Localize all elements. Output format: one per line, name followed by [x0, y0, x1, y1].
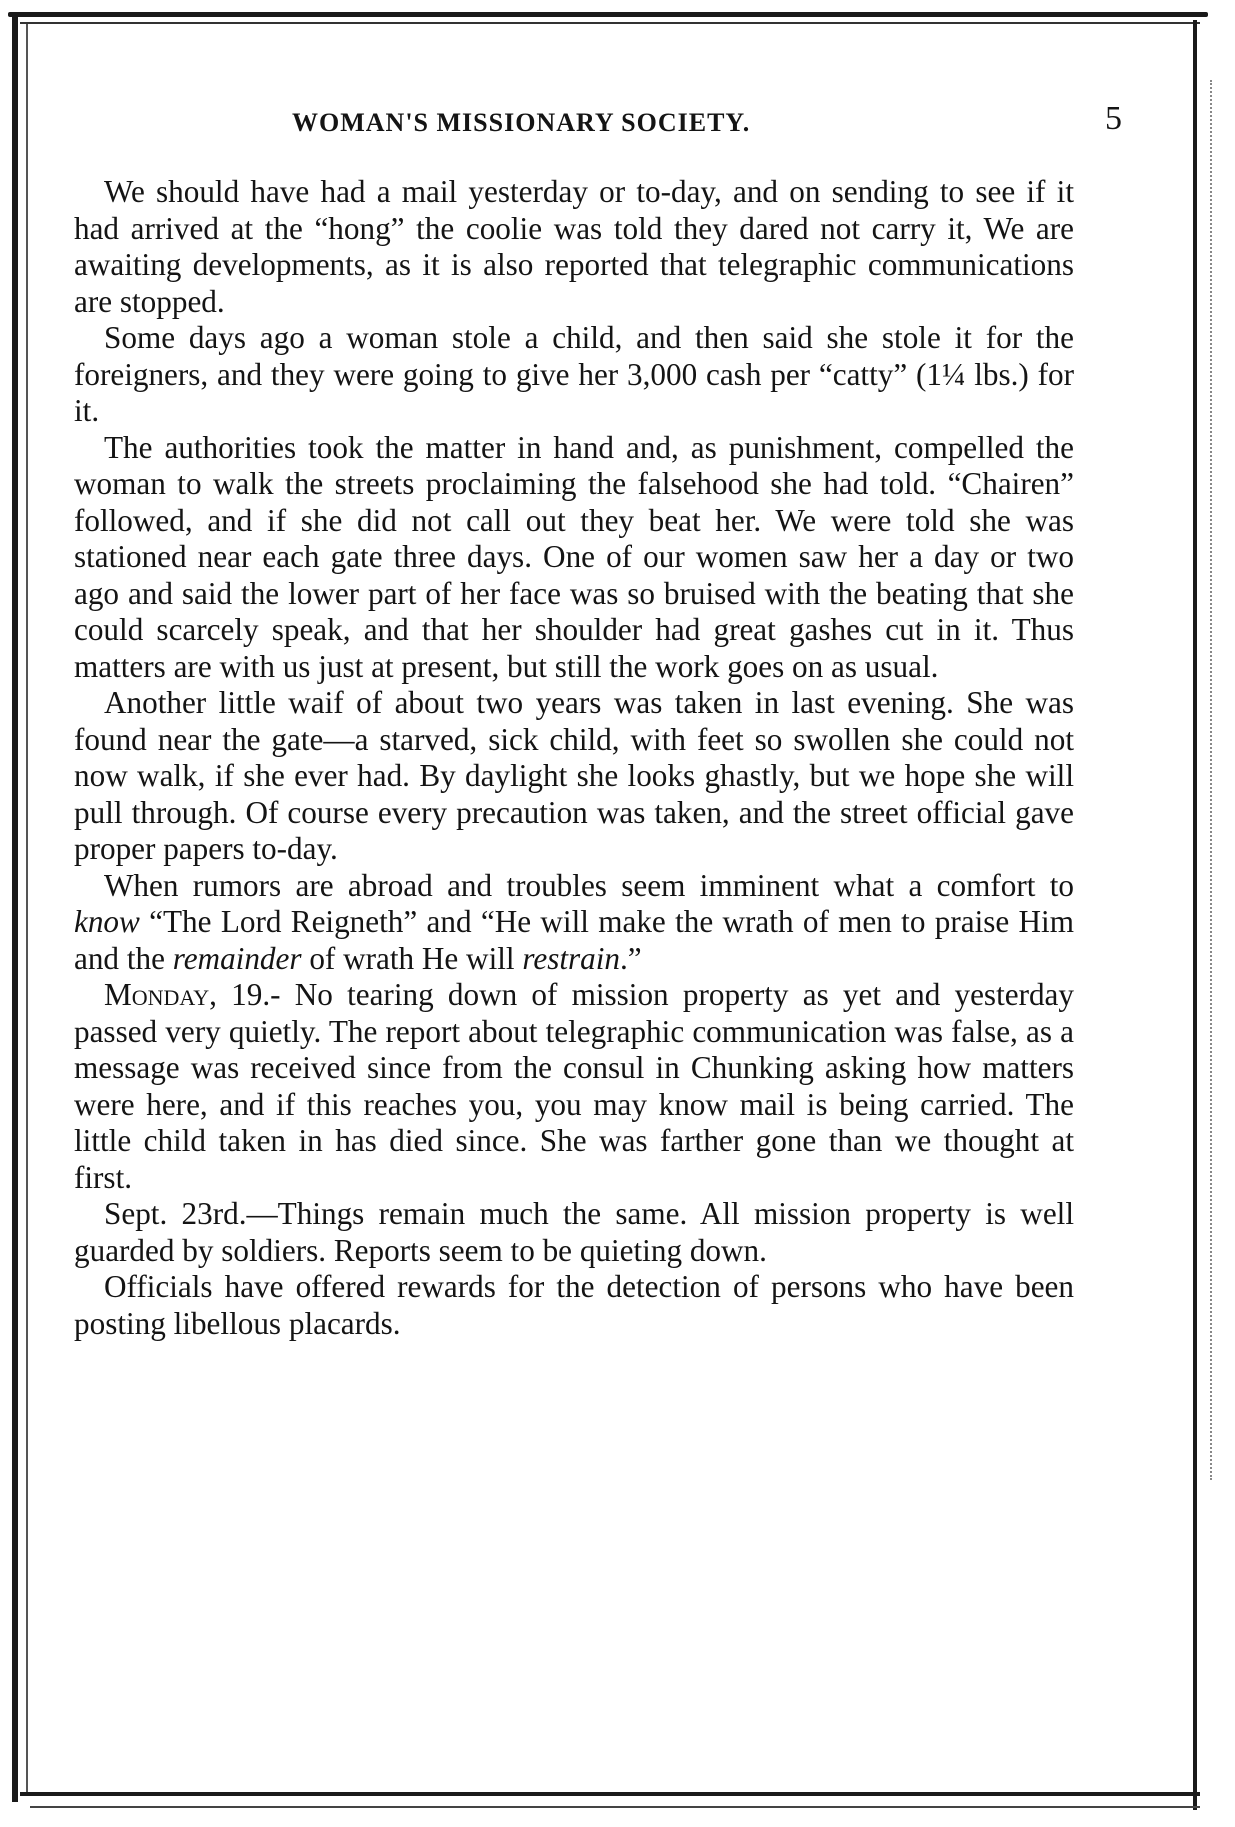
p5-text-a: When rumors are abroad and troubles seem imminent what a comfort to — [104, 867, 1074, 903]
frame-top-inner-rule — [20, 22, 1200, 24]
paragraph-2: Some days ago a woman stole a child, and then said she stole it for the foreigners, and they were going to give her 3,000 cash per “catty” (1¼ lbs.) for it. — [74, 320, 1074, 428]
paragraph-6 — [74, 977, 1074, 1196]
p5-text-g: .” — [620, 940, 642, 976]
paragraph-6-text: , 19.- No tearing down of mission property as yet and yesterday passed very quietly. The report about telegraphic communication was false, as a message was received since from the consul in Chunking asking how matters were here, and if this reaches you, you may know mail is being carried. The little child taken in has died since. She was farther gone than we thought at first. — [74, 977, 1074, 1195]
p5-text-e: of wrath He will — [301, 940, 523, 976]
running-head: WOMAN'S MISSIONARY SOCIETY. — [292, 108, 751, 137]
p5-emphasis-remainder: remainder — [172, 940, 302, 976]
page-header — [74, 98, 1122, 158]
body-text — [74, 174, 1074, 1342]
diary-day-label: Monday — [104, 977, 210, 1012]
page-number: 5 — [1105, 100, 1122, 137]
page-edge-dots — [1210, 80, 1220, 1480]
paragraph-1: We should have had a mail yesterday or to-day, and on sending to see if it had arrived at the “hong” the coolie was told they dared not carry it, We are awaiting developments, as it is also reported that telegraphic communications are stopped. — [74, 174, 1074, 319]
paragraph-8: Officials have offered rewards for the detection of persons who have been posting libellous placards. — [74, 1269, 1074, 1341]
paragraph-4: Another little waif of about two years was taken in last evening. She was found near the gate—a starved, sick child, with feet so swollen she could not now walk, if she ever had. By daylight she looks ghastly, but we hope she will pull through. Of course every precaution was taken, and the street official gave proper papers to-day. — [74, 685, 1074, 866]
p5-emphasis-restrain: restrain — [522, 940, 620, 976]
paragraph-5 — [74, 868, 1074, 978]
frame-top-rule — [8, 12, 1208, 17]
p5-emphasis-know: know — [74, 904, 140, 939]
frame-left-rule — [12, 12, 18, 1802]
frame-bottom-inner-rule — [30, 1806, 1200, 1808]
paragraph-3: The authorities took the matter in hand and, as punishment, compelled the woman to walk the streets proclaiming the falsehood she had told. “Chairen” followed, and if she did not call out they beat her. We were told she was stationed near each gate three days. One of our women saw her a day or two ago and said the lower part of her face was so bruised with the beating that she could scarcely speak, and that her shoulder had great gashes cut in it. Thus matters are with us just at present, but still the work goes on as usual. — [74, 429, 1074, 684]
frame-right-rule — [1193, 20, 1197, 1810]
paragraph-7: Sept. 23rd.—Things remain much the same. All mission property is well guarded by soldiers. Reports seem to be quieting down. — [74, 1196, 1074, 1268]
p5-text-c: “The Lord Reigneth” and “He will make the wrath of men to praise Him and the — [74, 904, 1074, 976]
frame-left-inner-rule — [26, 24, 28, 1794]
frame-bottom-rule — [20, 1792, 1200, 1796]
page — [74, 98, 1122, 1342]
